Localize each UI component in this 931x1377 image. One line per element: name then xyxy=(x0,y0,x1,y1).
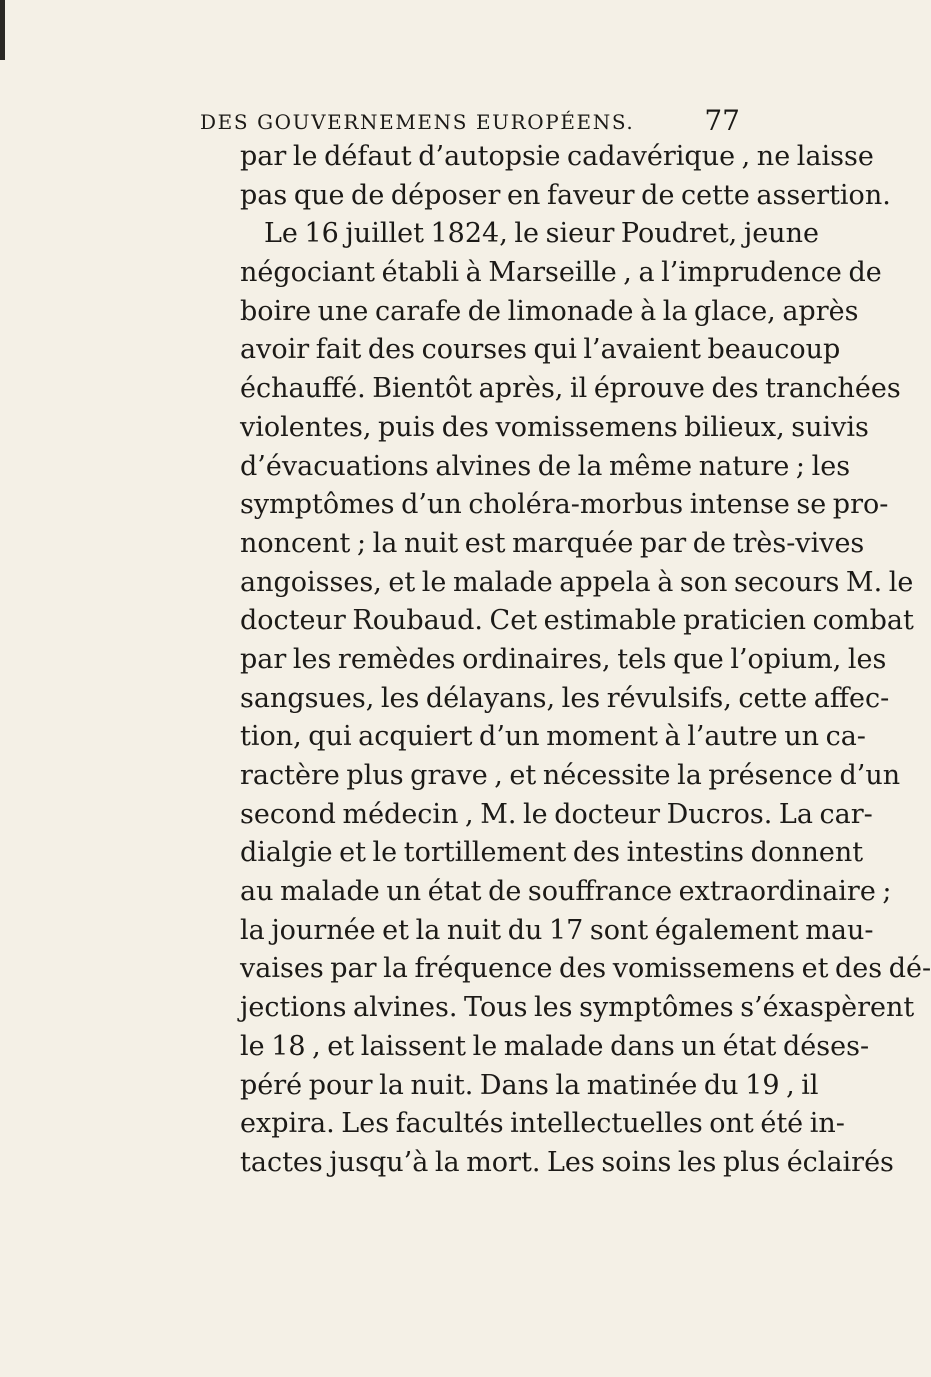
text-line: au malade un état de souffrance extraordinaire ; xyxy=(240,876,892,908)
text-line: tactes jusqu’à la mort. Les soins les plus éclairés xyxy=(240,1146,894,1178)
text-line: négociant établi à Marseille , a l’imprudence de xyxy=(240,257,882,289)
text-line: péré pour la nuit. Dans la matinée du 19 , il xyxy=(240,1069,819,1101)
text-line: symptômes d’un choléra-morbus intense se pro- xyxy=(240,489,889,521)
text-line: ractère plus grave , et nécessite la présence d’un xyxy=(240,760,901,791)
page-edge-shadow xyxy=(0,0,5,60)
text-line: Le 16 juillet 1824, le sieur Poudret, jeune xyxy=(264,218,819,250)
text-line: avoir fait des courses qui l’avaient beaucoup xyxy=(240,334,841,366)
text-line: par le défaut d’autopsie cadavérique , ne laisse xyxy=(240,141,874,172)
text-line: d’évacuations alvines de la même nature ; les xyxy=(240,450,851,482)
text-line: la journée et la nuit du 17 sont également mau- xyxy=(240,914,874,946)
text-line: jections alvines. Tous les symptômes s’éxaspèrent xyxy=(240,992,915,1024)
running-head xyxy=(200,100,745,140)
text-line: second médecin , M. le docteur Ducros. La car- xyxy=(240,798,873,830)
text-line: noncent ; la nuit est marquée par de très-vives xyxy=(240,527,865,559)
text-line: expira. Les facultés intellectuelles ont été in- xyxy=(240,1108,845,1140)
text-line: docteur Roubaud. Cet estimable praticien combat xyxy=(240,605,914,637)
text-line: vaises par la fréquence des vomissemens et des dé- xyxy=(240,953,931,985)
body-text xyxy=(240,138,931,1183)
page-number: 77 xyxy=(704,104,740,137)
text-line: boire une carafe de limonade à la glace, après xyxy=(240,295,859,327)
text-line: le 18 , et laissent le malade dans un état déses- xyxy=(240,1030,870,1062)
text-line: violentes, puis des vomissemens bilieux, suivis xyxy=(240,411,869,443)
text-line: échauffé. Bientôt après, il éprouve des tranchées xyxy=(240,373,901,405)
text-line: angoisses, et le malade appela à son secours M. le xyxy=(240,566,914,598)
running-head-title: DES GOUVERNEMENS EUROPÉENS. xyxy=(200,110,635,134)
text-line: sangsues, les délayans, les révulsifs, cette affec- xyxy=(240,682,890,714)
text-line: par les remèdes ordinaires, tels que l’opium, les xyxy=(240,643,887,675)
text-line: pas que de déposer en faveur de cette assertion. xyxy=(240,179,891,211)
text-line: dialgie et le tortillement des intestins donnent xyxy=(240,837,864,869)
text-line: tion, qui acquiert d’un moment à l’autre un ca- xyxy=(240,721,866,753)
